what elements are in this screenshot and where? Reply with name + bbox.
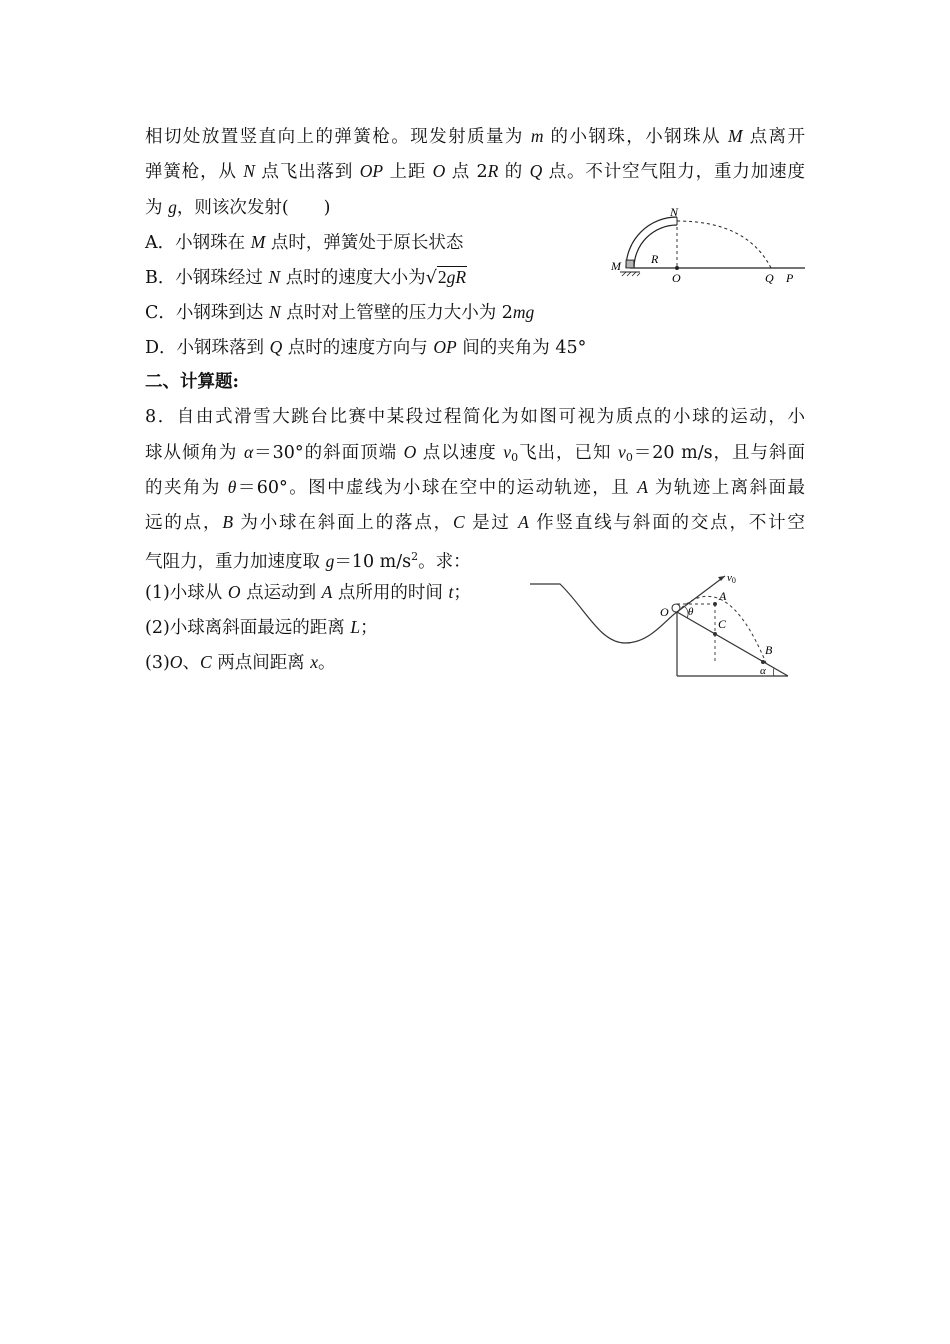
label-b: B [765, 643, 773, 657]
velocity-arrow [677, 576, 725, 612]
label-theta: θ [688, 606, 694, 618]
label-a: A [719, 589, 727, 603]
q8-sub-1: (1)小球从 O 点运动到 A 点所用的时间 t； [145, 582, 471, 603]
q8-sub-3: (3)O、C 两点间距离 x。 [145, 652, 336, 673]
q8-line-3: 的夹角为 θ＝60°。图中虚线为小球在空中的运动轨迹，且 A 为轨迹上离斜面最 [145, 477, 806, 498]
label-v0: v0 [727, 572, 736, 585]
trajectory [677, 221, 771, 268]
q8-line-5: 气阻力，重力加速度取 g＝10 $m/s^2$。求： [145, 550, 471, 572]
q8-ski-jump-figure [525, 568, 800, 683]
label-o: O [672, 271, 681, 285]
sqrt-sign: √ [425, 268, 437, 288]
label-r: R [651, 252, 659, 266]
label-q: Q [765, 271, 774, 285]
label-p: P [786, 271, 794, 285]
q8-line-4: 远的点，B 为小球在斜面上的落点，C 是过 A 作竖直线与斜面的交点，不计空 [145, 512, 805, 533]
label-c: C [718, 617, 727, 631]
sqrt-radicand: 2gR [437, 267, 467, 287]
q7-option-b: B．小钢珠经过 N 点时的速度大小为√2gR [145, 267, 467, 288]
section-title: 二、计算题: [145, 372, 239, 392]
q7-option-a: A．小钢珠在 M 点时，弹簧处于原长状态 [145, 232, 464, 253]
label-o: O [660, 605, 669, 619]
q7-spring-gun-figure [600, 200, 815, 290]
ground-hatch [622, 272, 640, 276]
q8-line-2: 球从倾角为 α＝30°的斜面顶端 O 点以速度 $v_0$飞出，已知 $v_0=20$ m/s，且与斜面 [145, 442, 805, 464]
label-m: M [611, 259, 621, 273]
alpha-arc [773, 668, 774, 676]
q7-line-3: 为 g，则该次发射( ) [145, 197, 331, 218]
ramp-curve [530, 584, 677, 643]
q7-line-1: 相切处放置竖直向上的弹簧枪。现发射质量为 m 的小钢珠，小钢珠从 M 点离开 [145, 126, 806, 147]
point-c [713, 632, 717, 636]
q8-line-1: 8．自由式滑雪大跳台比赛中某段过程简化为如图可视为质点的小球的运动，小 [145, 407, 805, 427]
q7-option-c: C．小钢珠到达 N 点时对上管壁的压力大小为 2mg [145, 302, 535, 323]
point-b [761, 660, 765, 664]
q8-sub-2: (2)小球离斜面最远的距离 L； [145, 617, 378, 638]
label-alpha: α [760, 665, 766, 677]
point-o [675, 266, 679, 270]
q7-line-2: 弹簧枪，从 N 点飞出落到 OP 上距 O 点 2R 的 Q 点。不计空气阻力，重力加速度 [145, 161, 805, 182]
point-a [713, 602, 717, 606]
label-n: N [670, 205, 679, 219]
q7-option-d: D．小钢珠落到 Q 点时的速度方向与 OP 间的夹角为 45° [145, 337, 587, 358]
